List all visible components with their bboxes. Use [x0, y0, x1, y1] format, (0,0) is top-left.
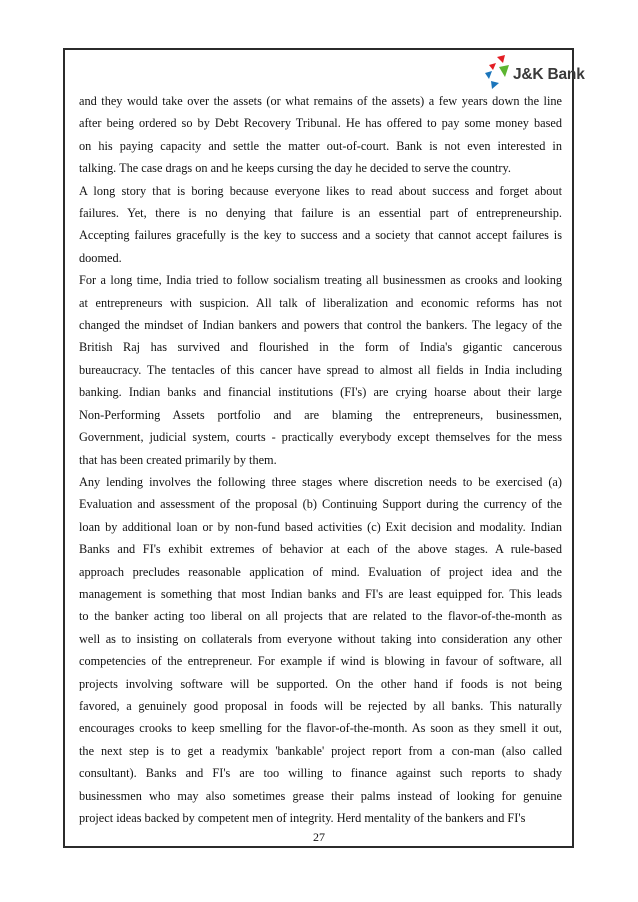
text-line: consultant). Banks and FI's are too willing to finance against such reports to shady: [79, 766, 562, 781]
text-line: British Raj has survived and flourished in the form of India's gigantic cancerous: [79, 340, 562, 355]
paragraph: [79, 471, 562, 830]
text-line: Any lending involves the following three stages where discretion needs to be exercised (a): [79, 474, 562, 489]
paragraph: [79, 269, 562, 471]
text-line: Banks and FI's exhibit extremes of behavior at each of the above stages. A rule-based: [79, 542, 562, 557]
text-line: talking. The case drags on and he keeps cursing the day he decided to serve the country.: [79, 161, 511, 176]
text-line: approach precludes reasonable application of mind. Evaluation of project idea and the: [79, 564, 562, 579]
page-number: 27: [313, 830, 325, 844]
text-line: Accepting failures gracefully is the key to success and a society that cannot accept failures is: [79, 228, 562, 243]
text-line: on his paying capacity and settle the matter out-of-court. Bank is not even interested in: [79, 138, 562, 153]
paragraph: [79, 180, 562, 270]
text-line: management is something that most Indian banks and FI's are least equipped for. This leads: [79, 586, 562, 601]
text-line: competencies of the entrepreneur. For example if wind is blowing in favour of software, all: [79, 654, 562, 669]
text-line: bureaucracy. The tentacles of this cancer have spread to almost all fields in India including: [79, 362, 562, 377]
text-line: Non-Performing Assets portfolio and are blaming the entrepreneurs, businessmen,: [79, 407, 562, 422]
paragraph: [79, 90, 562, 180]
text-line: banking. Indian banks and financial institutions (FI's) are crying hoarse about their large: [79, 385, 562, 400]
text-line: that has been created primarily by them.: [79, 452, 277, 467]
text-line: businessmen who may also sometimes grease their palms instead of looking for genuine: [79, 788, 562, 803]
text-line: Government, judicial system, courts - practically everybody except themselves for the mess: [79, 430, 562, 445]
text-line: the next step is to get a readymix 'bankable' project report from a con-man (also called: [79, 743, 562, 758]
text-line: doomed.: [79, 250, 122, 265]
text-line: Evaluation and assessment of the proposal (b) Continuing Support during the currency of the: [79, 497, 562, 512]
text-line: changed the mindset of Indian bankers and powers that control the bankers. The legacy of the: [79, 318, 562, 333]
text-line: For a long time, India tried to follow socialism treating all businessmen as crooks and looking: [79, 273, 562, 288]
text-line: project ideas backed by competent men of integrity. Herd mentality of the bankers and FI's: [79, 811, 526, 825]
jk-bank-logo: [483, 53, 585, 95]
text-line: loan by additional loan or by non-fund based activities (c) Exit decision and modality. Indian: [79, 519, 562, 534]
text-line: to the banker acting too liberal on all projects that are related to the flavor-of-the-month as: [79, 609, 562, 624]
text-line: after being ordered so by Debt Recovery Tribunal. He has offered to pay some money based: [79, 116, 562, 131]
body-text: [79, 90, 562, 829]
text-line: encourages crooks to keep smelling for the flavor-of-the-month. As soon as they smell it out,: [79, 721, 562, 736]
text-line: projects involving software will be supported. On the other hand if foods is not being: [79, 676, 562, 691]
text-line: favored, a genuinely good proposal in foods will be rejected by all banks. This naturally: [79, 698, 562, 713]
jk-bank-logo-text: J&K Bank: [513, 66, 585, 83]
jk-bank-logo-mark-icon: [483, 53, 515, 95]
text-line: failures. Yet, there is no denying that failure is an essential part of entrepreneurship.: [79, 206, 562, 221]
text-line: and they would take over the assets (or what remains of the assets) a few years down the line: [79, 94, 562, 108]
text-line: A long story that is boring because everyone likes to read about success and forget about: [79, 183, 562, 198]
text-line: at entrepreneurs with suspicion. All talk of liberalization and economic reforms has not: [79, 295, 562, 310]
text-line: well as to insisting on collaterals from everyone without taking into consideration any other: [79, 631, 562, 646]
